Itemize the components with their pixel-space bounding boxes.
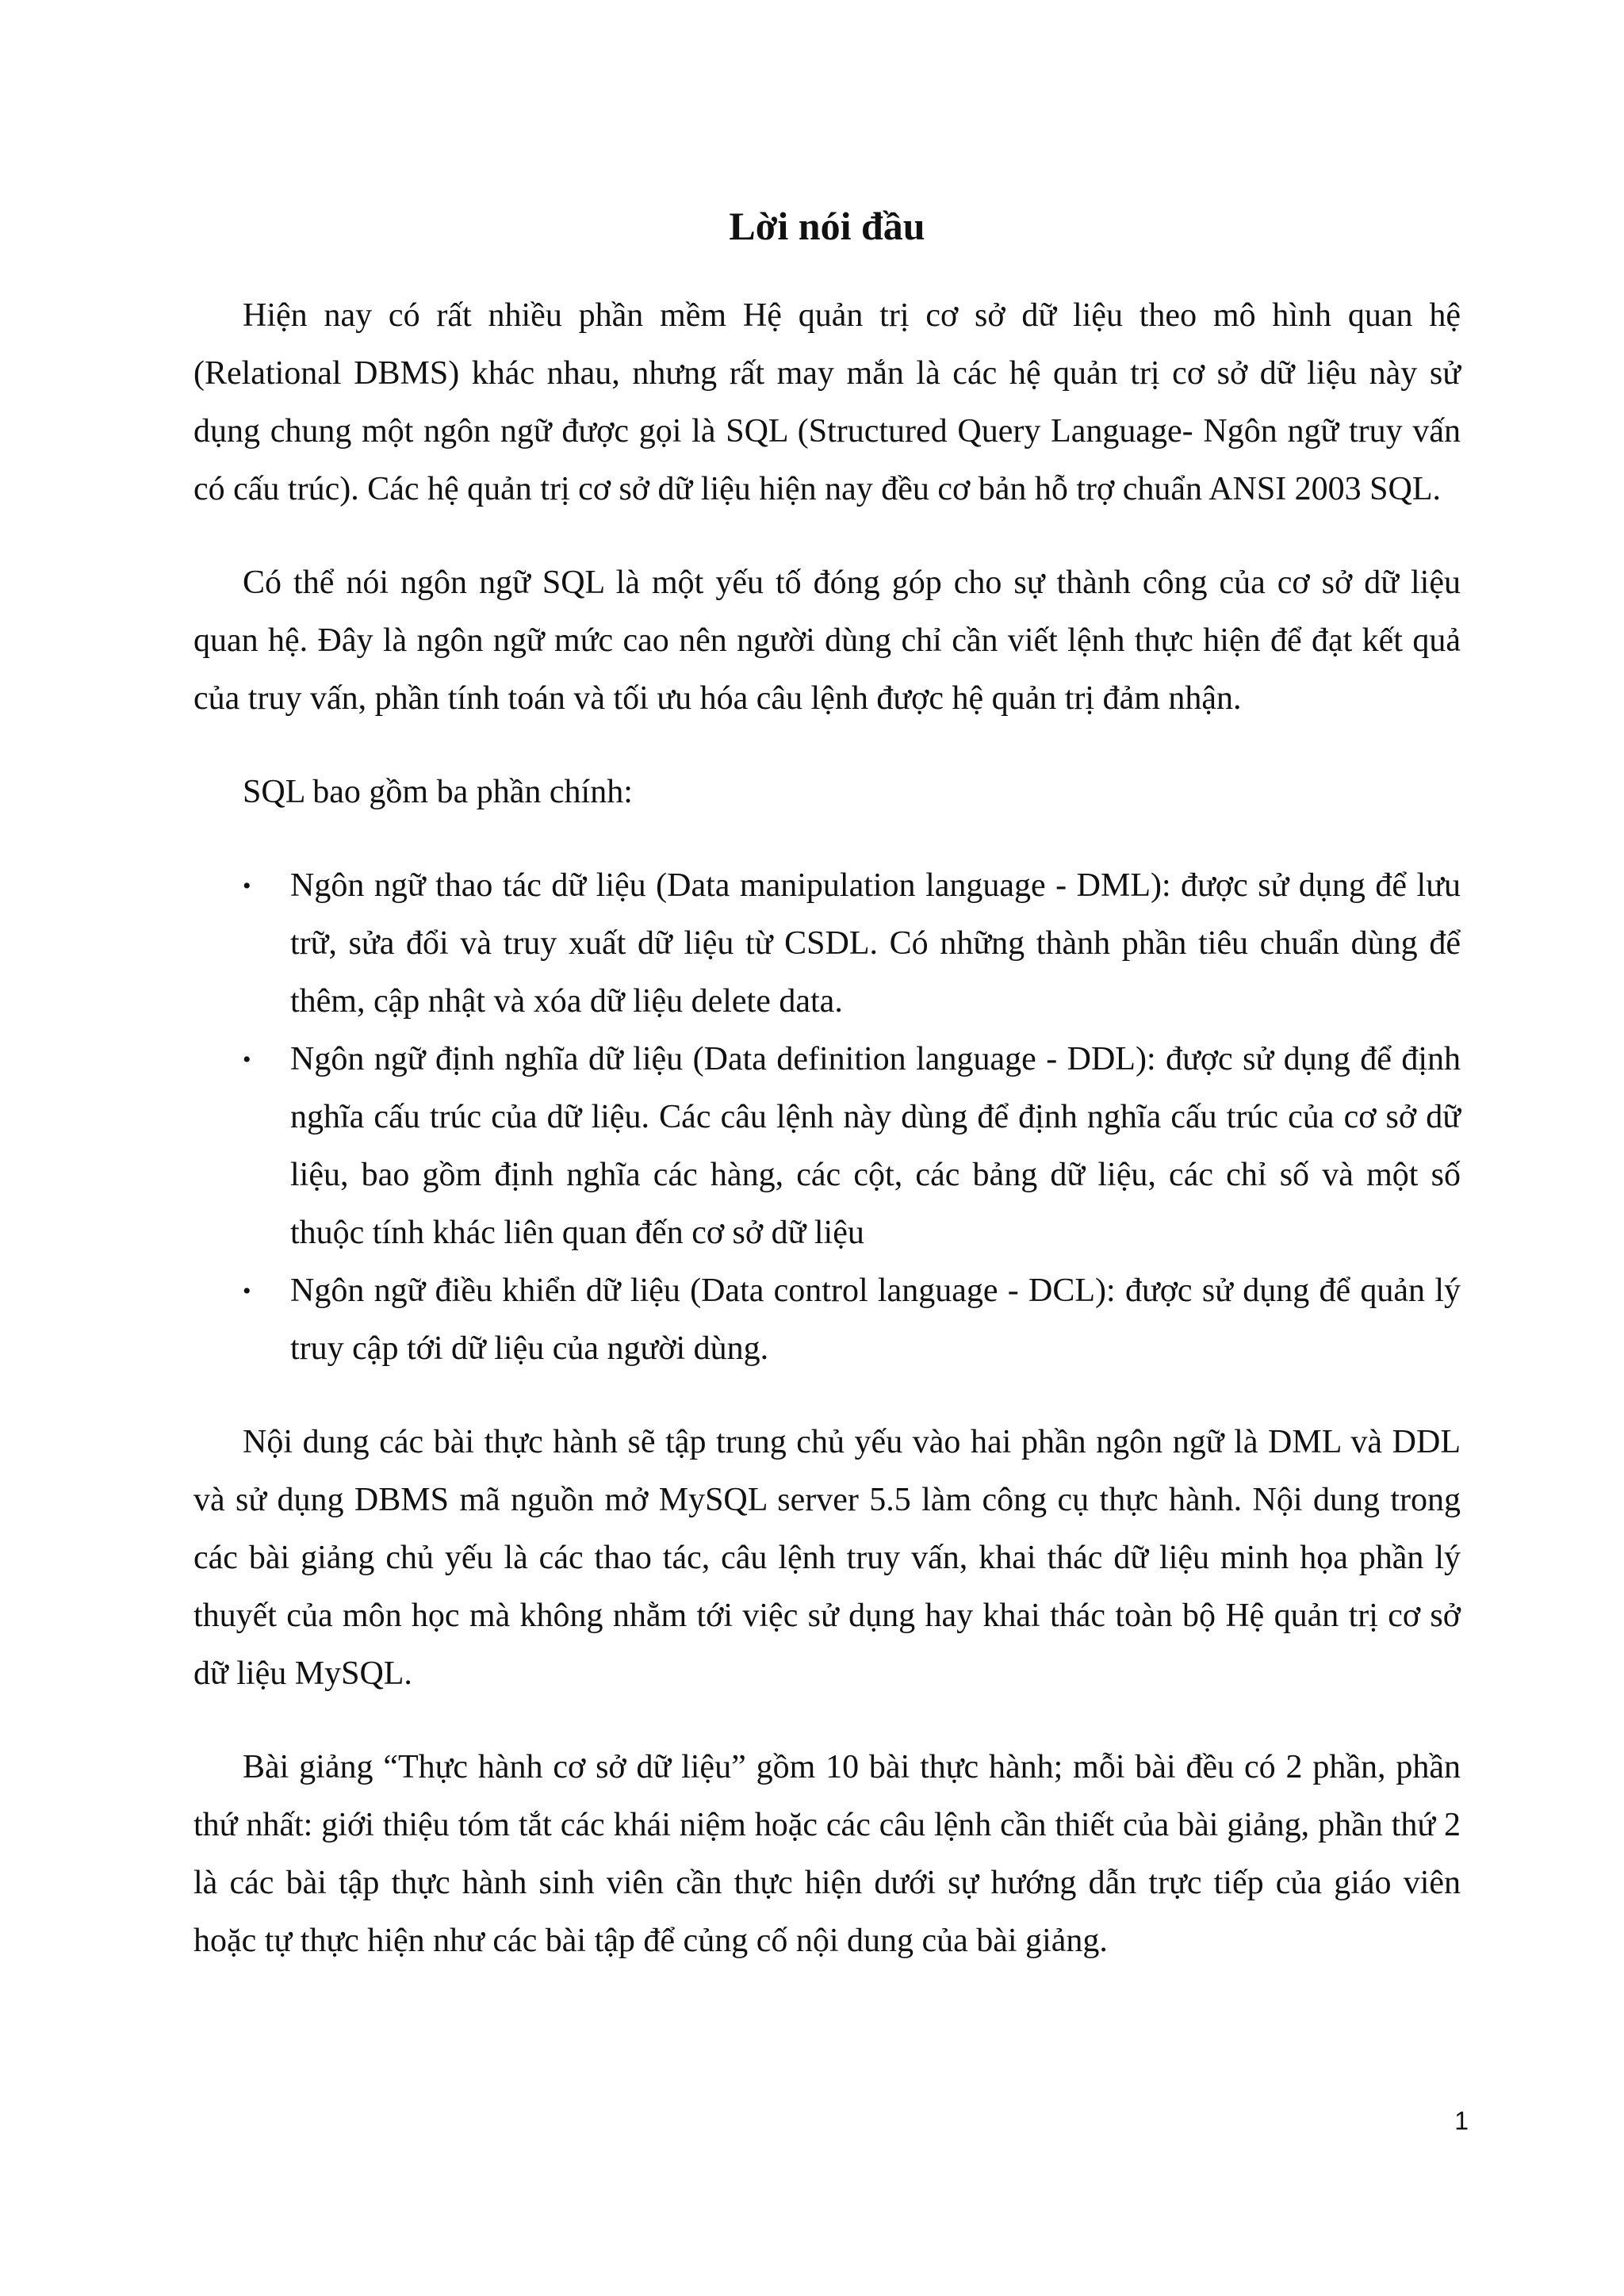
list-item-text: Ngôn ngữ thao tác dữ liệu (Data manipulation language - DML): được sử dụng để lưu trữ, sửa đổi và truy xuất dữ liệu từ CSDL. Có những thành phần tiêu chuẩn dùng để thêm, cập nhật và xóa dữ liệu delete data. (290, 867, 1461, 1020)
page-content (193, 198, 1461, 1970)
paragraph-sql-success: Có thể nói ngôn ngữ SQL là một yếu tố đóng góp cho sự thành công của cơ sở dữ liệu quan hệ. Đây là ngôn ngữ mức cao nên người dùng chỉ cần viết lệnh thực hiện để đạt kết quả của truy vấn, phần tính toán và tối ưu hóa câu lệnh được hệ quản trị đảm nhận. (193, 564, 1461, 717)
list-item-dml (193, 857, 1461, 1031)
page-title: Lời nói đầu (729, 204, 925, 248)
list-item-ddl (193, 1031, 1461, 1262)
bullet-icon: • (243, 873, 251, 899)
paragraph-relational-dbms: Hiện nay có rất nhiều phần mềm Hệ quản trị cơ sở dữ liệu theo mô hình quan hệ (Relational DBMS) khác nhau, nhưng rất may mắn là các hệ quản trị cơ sở dữ liệu này sử dụng chung một ngôn ngữ được gọi là SQL (Structured Query Language- Ngôn ngữ truy vấn có cấu trúc). Các hệ quản trị cơ sở dữ liệu hiện nay đều cơ bản hỗ trợ chuẩn ANSI 2003 SQL. (193, 297, 1461, 507)
paragraph-lecture-structure: Bài giảng “Thực hành cơ sở dữ liệu” gồm 10 bài thực hành; mỗi bài đều có 2 phần, phần thứ nhất: giới thiệu tóm tắt các khái niệm hoặc các câu lệnh cần thiết của bài giảng, phần thứ 2 là các bài tập thực hành sinh viên cần thực hiện dưới sự hướng dẫn trực tiếp của giáo viên hoặc tự thực hiện như các bài tập để củng cố nội dung của bài giảng. (193, 1749, 1461, 1959)
page-number: 1 (1454, 2107, 1469, 2135)
paragraph-practice-content: Nội dung các bài thực hành sẽ tập trung chủ yếu vào hai phần ngôn ngữ là DML và DDL và sử dụng DBMS mã nguồn mở MySQL server 5.5 làm công cụ thực hành. Nội dung trong các bài giảng chủ yếu là các thao tác, câu lệnh truy vấn, khai thác dữ liệu minh họa phần lý thuyết của môn học mà không nhằm tới việc sử dụng hay khai thác toàn bộ Hệ quản trị cơ sở dữ liệu MySQL. (193, 1424, 1461, 1692)
bullet-icon: • (243, 1047, 251, 1073)
paragraph-sql-parts-intro: SQL bao gồm ba phần chính: (243, 774, 633, 810)
list-item-text: Ngôn ngữ định nghĩa dữ liệu (Data definition language - DDL): được sử dụng để định nghĩa cấu trúc của dữ liệu. Các câu lệnh này dùng để định nghĩa cấu trúc của cơ sở dữ liệu, bao gồm định nghĩa các hàng, các cột, các bảng dữ liệu, các chỉ số và một số thuộc tính khác liên quan đến cơ sở dữ liệu (290, 1041, 1461, 1251)
list-item-dcl (193, 1262, 1461, 1378)
bullet-icon: • (243, 1278, 251, 1304)
list-item-text: Ngôn ngữ điều khiển dữ liệu (Data control language - DCL): được sử dụng để quản lý truy cập tới dữ liệu của người dùng. (290, 1272, 1461, 1367)
sql-parts-list (193, 857, 1461, 1378)
